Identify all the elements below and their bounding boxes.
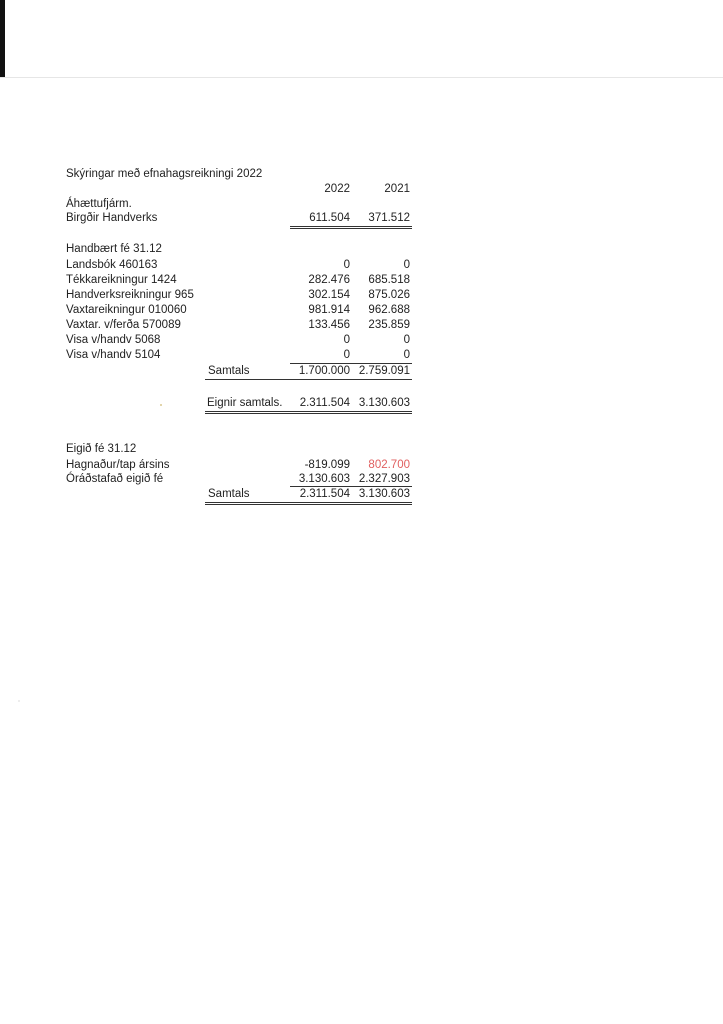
cash-row-2021: 0 (403, 259, 410, 271)
assets-total-2022: 2.311.504 (299, 397, 350, 409)
document-title: Skýringar með efnahagsreikningi 2022 (66, 168, 263, 180)
cash-row-2022: 282.476 (308, 274, 350, 286)
cash-row-2022: 133.456 (308, 319, 350, 331)
equity-row-label: Hagnaður/tap ársins (66, 459, 170, 471)
equity-row-2021: 802.700 (368, 459, 410, 471)
equity-total-2021: 3.130.603 (358, 488, 410, 500)
risk-heading: Áhættufjárm. (66, 198, 132, 210)
risk-double-underline (290, 226, 412, 229)
assets-total-2021: 3.130.603 (358, 397, 410, 409)
cash-row-label: Tékkareikningur 1424 (66, 274, 177, 286)
assets-total-label: Eignir samtals. (207, 397, 283, 409)
risk-row-2021: 371.512 (368, 212, 410, 224)
equity-row-label: Óráðstafað eigið fé (66, 473, 164, 485)
column-header-2022: 2022 (324, 183, 350, 195)
equity-heading: Eigið fé 31.12 (66, 443, 137, 455)
cash-heading: Handbært fé 31.12 (66, 243, 162, 255)
cash-row-2021: 962.688 (368, 304, 410, 316)
risk-row-2022: 611.504 (309, 212, 350, 224)
cash-row-2021: 875.026 (368, 289, 410, 301)
equity-total-label: Samtals (208, 488, 250, 500)
equity-row-2022: -819.099 (304, 459, 350, 471)
cash-row-label: Landsbók 460163 (66, 259, 158, 271)
risk-row-label: Birgðir Handverks (66, 212, 158, 224)
equity-row-2021: 2.327.903 (358, 473, 410, 485)
cash-row-2021: 685.518 (368, 274, 410, 286)
assets-total-double-underline (205, 411, 412, 414)
column-header-2021: 2021 (384, 183, 410, 195)
cash-row-2022: 0 (343, 349, 350, 361)
cash-row-label: Vaxtareikningur 010060 (66, 304, 187, 316)
cash-row-label: Visa v/handv 5104 (66, 349, 161, 361)
cash-row-2021: 0 (403, 349, 410, 361)
cash-total-2021: 2.759.091 (358, 365, 410, 377)
cash-total-2022: 1.700.000 (298, 365, 350, 377)
cash-row-2022: 0 (343, 259, 350, 271)
cash-total-label: Samtals (208, 365, 250, 377)
equity-row-2022: 3.130.603 (298, 473, 350, 485)
equity-total-2022: 2.311.504 (299, 488, 350, 500)
cash-row-label: Handverksreikningur 965 (66, 289, 194, 301)
cash-row-2022: 0 (343, 334, 350, 346)
cash-row-label: Visa v/handv 5068 (66, 334, 161, 346)
cash-row-2021: 235.859 (368, 319, 410, 331)
scan-speck (18, 700, 20, 702)
cash-row-2021: 0 (403, 334, 410, 346)
cash-row-2022: 981.914 (308, 304, 350, 316)
scan-speck (160, 404, 162, 406)
cash-row-2022: 302.154 (308, 289, 350, 301)
cash-row-label: Vaxtar. v/ferða 570089 (66, 319, 181, 331)
cash-total-underline (205, 379, 412, 380)
equity-total-double-underline (205, 502, 412, 505)
